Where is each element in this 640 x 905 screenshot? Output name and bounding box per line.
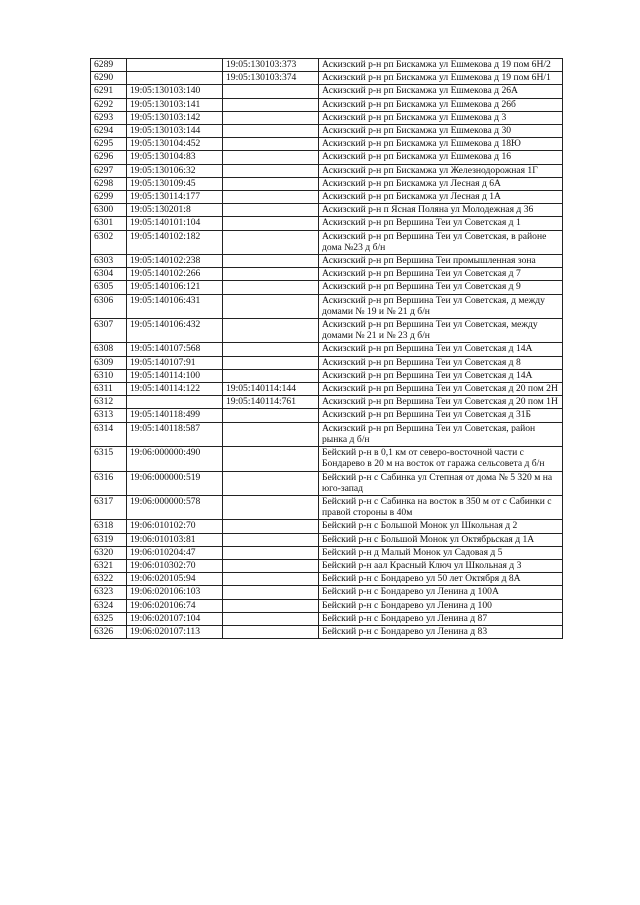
table-row	[91, 111, 563, 124]
row-number-cell: 6326	[91, 625, 127, 638]
row-number-cell: 6295	[91, 138, 127, 151]
table-row	[91, 217, 563, 230]
row-number-cell: 6307	[91, 319, 127, 343]
address-cell: Бейский р-н с Большой Монок ул Октябрьская д 1А	[319, 533, 563, 546]
table-row	[91, 85, 563, 98]
row-number-cell: 6317	[91, 495, 127, 519]
address-cell: Аскизский р-н рп Вершина Теи ул Советская д 20 пом 1Н	[319, 396, 563, 409]
address-cell: Аскизский р-н рп Бискамжа ул Лесная д 6А	[319, 177, 563, 190]
premises-cadastral-number-cell	[223, 204, 319, 217]
cadastral-number-cell: 19:05:130104:83	[127, 151, 223, 164]
cadastral-number-cell: 19:06:010103:81	[127, 533, 223, 546]
cadastral-number-cell: 19:05:130103:140	[127, 85, 223, 98]
address-cell: Аскизский р-н рп Вершина Теи ул Советская, д между домами № 19 и № 21 д б/н	[319, 294, 563, 318]
premises-cadastral-number-cell	[223, 177, 319, 190]
cadastral-number-cell: 19:06:020106:74	[127, 599, 223, 612]
cadastral-number-cell: 19:05:140101:104	[127, 217, 223, 230]
row-number-cell: 6322	[91, 573, 127, 586]
table-row	[91, 369, 563, 382]
address-cell: Бейский р-н аал Красный Ключ ул Школьная д 3	[319, 559, 563, 572]
premises-cadastral-number-cell	[223, 369, 319, 382]
address-cell: Аскизский р-н рп Бискамжа ул Ешмекова д 18Ю	[319, 138, 563, 151]
row-number-cell: 6304	[91, 268, 127, 281]
row-number-cell: 6306	[91, 294, 127, 318]
row-number-cell: 6305	[91, 281, 127, 294]
address-cell: Аскизский р-н рп Бискамжа ул Лесная д 1А	[319, 191, 563, 204]
table-row	[91, 559, 563, 572]
cadastral-number-cell: 19:06:000000:490	[127, 447, 223, 471]
address-cell: Аскизский р-н рп Бискамжа ул Ешмекова д 26б	[319, 98, 563, 111]
address-cell: Аскизский р-н рп Вершина Теи ул Советская, район рынка д б/н	[319, 422, 563, 446]
row-number-cell: 6319	[91, 533, 127, 546]
address-cell: Бейский р-н д Малый Монок ул Садовая д 5	[319, 546, 563, 559]
premises-cadastral-number-cell	[223, 422, 319, 446]
address-cell: Аскизский р-н рп Бискамжа ул Ешмекова д 19 пом 6Н/1	[319, 72, 563, 85]
table-row	[91, 191, 563, 204]
premises-cadastral-number-cell	[223, 625, 319, 638]
cadastral-number-cell: 19:05:140107:91	[127, 356, 223, 369]
row-number-cell: 6291	[91, 85, 127, 98]
row-number-cell: 6289	[91, 59, 127, 72]
address-cell: Аскизский р-н рп Вершина Теи ул Советская д 8	[319, 356, 563, 369]
row-number-cell: 6308	[91, 343, 127, 356]
cadastral-number-cell: 19:06:020106:103	[127, 586, 223, 599]
address-cell: Аскизский р-н рп Вершина Теи ул Советская, в районе дома №23 д б/н	[319, 230, 563, 254]
table-row	[91, 343, 563, 356]
cadastral-number-cell: 19:05:130104:452	[127, 138, 223, 151]
table-row	[91, 356, 563, 369]
cadastral-number-cell: 19:06:020105:94	[127, 573, 223, 586]
table-row	[91, 230, 563, 254]
table-row	[91, 409, 563, 422]
address-cell: Бейский р-н с Сабинка ул Степная от дома № 5 320 м на юго-запад	[319, 471, 563, 495]
table-row	[91, 204, 563, 217]
premises-cadastral-number-cell	[223, 230, 319, 254]
premises-cadastral-number-cell	[223, 255, 319, 268]
cadastral-number-cell: 19:05:140118:499	[127, 409, 223, 422]
address-cell: Бейский р-н с Сабинка на восток в 350 м от с Сабинки с правой стороны в 40м	[319, 495, 563, 519]
address-cell: Бейский р-н с Бондарево ул Ленина д 100А	[319, 586, 563, 599]
row-number-cell: 6311	[91, 383, 127, 396]
premises-cadastral-number-cell	[223, 546, 319, 559]
address-cell: Аскизский р-н рп Вершина Теи ул Советская д 31Б	[319, 409, 563, 422]
cadastral-number-cell: 19:05:140102:182	[127, 230, 223, 254]
premises-cadastral-number-cell	[223, 111, 319, 124]
cadastral-number-cell	[127, 59, 223, 72]
table-row	[91, 612, 563, 625]
table-row	[91, 281, 563, 294]
premises-cadastral-number-cell	[223, 268, 319, 281]
row-number-cell: 6310	[91, 369, 127, 382]
row-number-cell: 6301	[91, 217, 127, 230]
premises-cadastral-number-cell: 19:05:130103:374	[223, 72, 319, 85]
address-cell: Бейский р-н в 0,1 км от северо-восточной части с Бондарево в 20 м на восток от гаража сельсовета д б/н	[319, 447, 563, 471]
row-number-cell: 6325	[91, 612, 127, 625]
premises-cadastral-number-cell	[223, 98, 319, 111]
row-number-cell: 6300	[91, 204, 127, 217]
premises-cadastral-number-cell: 19:05:130103:373	[223, 59, 319, 72]
premises-cadastral-number-cell	[223, 559, 319, 572]
table-row	[91, 98, 563, 111]
premises-cadastral-number-cell	[223, 495, 319, 519]
cadastral-number-cell: 19:06:020107:104	[127, 612, 223, 625]
premises-cadastral-number-cell	[223, 356, 319, 369]
cadastral-number-cell: 19:05:130114:177	[127, 191, 223, 204]
table-row	[91, 72, 563, 85]
table-row	[91, 495, 563, 519]
address-cell: Аскизский р-н рп Вершина Теи ул Советская д 7	[319, 268, 563, 281]
address-cell: Бейский р-н с Бондарево ул Ленина д 83	[319, 625, 563, 638]
cadastral-number-cell: 19:05:130109:45	[127, 177, 223, 190]
row-number-cell: 6294	[91, 125, 127, 138]
premises-cadastral-number-cell	[223, 612, 319, 625]
cadastral-number-cell	[127, 396, 223, 409]
premises-cadastral-number-cell	[223, 217, 319, 230]
premises-cadastral-number-cell	[223, 191, 319, 204]
row-number-cell: 6320	[91, 546, 127, 559]
address-cell: Аскизский р-н рп Вершина Теи ул Советская, между домами № 21 и № 23 д б/н	[319, 319, 563, 343]
cadastral-number-cell: 19:05:130106:32	[127, 164, 223, 177]
row-number-cell: 6309	[91, 356, 127, 369]
premises-cadastral-number-cell	[223, 520, 319, 533]
row-number-cell: 6323	[91, 586, 127, 599]
row-number-cell: 6324	[91, 599, 127, 612]
premises-cadastral-number-cell	[223, 471, 319, 495]
table-row	[91, 151, 563, 164]
cadastral-number-cell: 19:05:130201:8	[127, 204, 223, 217]
premises-cadastral-number-cell	[223, 164, 319, 177]
cadastral-number-cell: 19:05:130103:142	[127, 111, 223, 124]
row-number-cell: 6313	[91, 409, 127, 422]
table-row	[91, 573, 563, 586]
table-body	[91, 59, 563, 639]
cadastral-number-cell: 19:06:000000:578	[127, 495, 223, 519]
address-cell: Аскизский р-н рп Вершина Теи ул Советская д 14А	[319, 343, 563, 356]
row-number-cell: 6314	[91, 422, 127, 446]
cadastral-number-cell: 19:05:140118:587	[127, 422, 223, 446]
row-number-cell: 6315	[91, 447, 127, 471]
address-cell: Бейский р-н с Большой Монок ул Школьная д 2	[319, 520, 563, 533]
table-row	[91, 164, 563, 177]
row-number-cell: 6316	[91, 471, 127, 495]
cadastral-number-cell: 19:05:140114:122	[127, 383, 223, 396]
cadastral-number-cell: 19:05:140107:568	[127, 343, 223, 356]
table-row	[91, 177, 563, 190]
premises-cadastral-number-cell	[223, 85, 319, 98]
address-cell: Аскизский р-н рп Вершина Теи ул Советская д 9	[319, 281, 563, 294]
table-row	[91, 138, 563, 151]
table-row	[91, 599, 563, 612]
row-number-cell: 6318	[91, 520, 127, 533]
row-number-cell: 6302	[91, 230, 127, 254]
cadastral-number-cell: 19:06:000000:519	[127, 471, 223, 495]
premises-cadastral-number-cell: 19:05:140114:761	[223, 396, 319, 409]
address-cell: Аскизский р-н рп Вершина Теи ул Советская д 20 пом 2Н	[319, 383, 563, 396]
table-row	[91, 447, 563, 471]
address-cell: Аскизский р-н рп Бискамжа ул Ешмекова д 3	[319, 111, 563, 124]
address-cell: Аскизский р-н рп Бискамжа ул Ешмекова д 30	[319, 125, 563, 138]
cadastral-number-cell: 19:05:130103:144	[127, 125, 223, 138]
address-cell: Аскизский р-н рп Вершина Теи промышленная зона	[319, 255, 563, 268]
premises-cadastral-number-cell	[223, 447, 319, 471]
address-cell: Аскизский р-н рп Вершина Теи ул Советская д 14А	[319, 369, 563, 382]
row-number-cell: 6303	[91, 255, 127, 268]
premises-cadastral-number-cell: 19:05:140114:144	[223, 383, 319, 396]
cadastral-number-cell: 19:05:140106:121	[127, 281, 223, 294]
premises-cadastral-number-cell	[223, 138, 319, 151]
row-number-cell: 6290	[91, 72, 127, 85]
table-row	[91, 422, 563, 446]
premises-cadastral-number-cell	[223, 151, 319, 164]
cadastral-number-cell: 19:05:140106:431	[127, 294, 223, 318]
table-row	[91, 268, 563, 281]
premises-cadastral-number-cell	[223, 586, 319, 599]
table-row	[91, 471, 563, 495]
address-cell: Аскизский р-н рп Вершина Теи ул Советская д 1	[319, 217, 563, 230]
row-number-cell: 6297	[91, 164, 127, 177]
address-cell: Аскизский р-н п Ясная Поляна ул Молодежная д 36	[319, 204, 563, 217]
cadastral-number-cell: 19:06:010102:70	[127, 520, 223, 533]
row-number-cell: 6292	[91, 98, 127, 111]
cadastral-number-cell: 19:06:020107:113	[127, 625, 223, 638]
address-cell: Бейский р-н с Бондарево ул 50 лет Октября д 8А	[319, 573, 563, 586]
table-row	[91, 319, 563, 343]
cadastral-number-cell: 19:05:140106:432	[127, 319, 223, 343]
table-row	[91, 125, 563, 138]
table-row	[91, 396, 563, 409]
property-table	[90, 58, 563, 639]
premises-cadastral-number-cell	[223, 409, 319, 422]
cadastral-number-cell	[127, 72, 223, 85]
table-row	[91, 520, 563, 533]
premises-cadastral-number-cell	[223, 343, 319, 356]
premises-cadastral-number-cell	[223, 281, 319, 294]
premises-cadastral-number-cell	[223, 319, 319, 343]
row-number-cell: 6299	[91, 191, 127, 204]
table-row	[91, 533, 563, 546]
premises-cadastral-number-cell	[223, 294, 319, 318]
row-number-cell: 6298	[91, 177, 127, 190]
address-cell: Аскизский р-н рп Бискамжа ул Ешмекова д 19 пом 6Н/2	[319, 59, 563, 72]
row-number-cell: 6296	[91, 151, 127, 164]
cadastral-number-cell: 19:05:140102:238	[127, 255, 223, 268]
table-row	[91, 383, 563, 396]
cadastral-number-cell: 19:05:130103:141	[127, 98, 223, 111]
cadastral-number-cell: 19:06:010302:70	[127, 559, 223, 572]
row-number-cell: 6312	[91, 396, 127, 409]
table-row	[91, 546, 563, 559]
cadastral-number-cell: 19:05:140102:266	[127, 268, 223, 281]
premises-cadastral-number-cell	[223, 599, 319, 612]
table-row	[91, 59, 563, 72]
premises-cadastral-number-cell	[223, 125, 319, 138]
address-cell: Аскизский р-н рп Бискамжа ул Ешмекова д 26А	[319, 85, 563, 98]
address-cell: Бейский р-н с Бондарево ул Ленина д 100	[319, 599, 563, 612]
row-number-cell: 6293	[91, 111, 127, 124]
premises-cadastral-number-cell	[223, 533, 319, 546]
address-cell: Бейский р-н с Бондарево ул Ленина д 87	[319, 612, 563, 625]
address-cell: Аскизский р-н рп Бискамжа ул Железнодорожная 1Г	[319, 164, 563, 177]
cadastral-number-cell: 19:05:140114:100	[127, 369, 223, 382]
table-row	[91, 294, 563, 318]
table-row	[91, 255, 563, 268]
cadastral-number-cell: 19:06:010204:47	[127, 546, 223, 559]
table-row	[91, 586, 563, 599]
row-number-cell: 6321	[91, 559, 127, 572]
table-row	[91, 625, 563, 638]
address-cell: Аскизский р-н рп Бискамжа ул Ешмекова д 16	[319, 151, 563, 164]
premises-cadastral-number-cell	[223, 573, 319, 586]
